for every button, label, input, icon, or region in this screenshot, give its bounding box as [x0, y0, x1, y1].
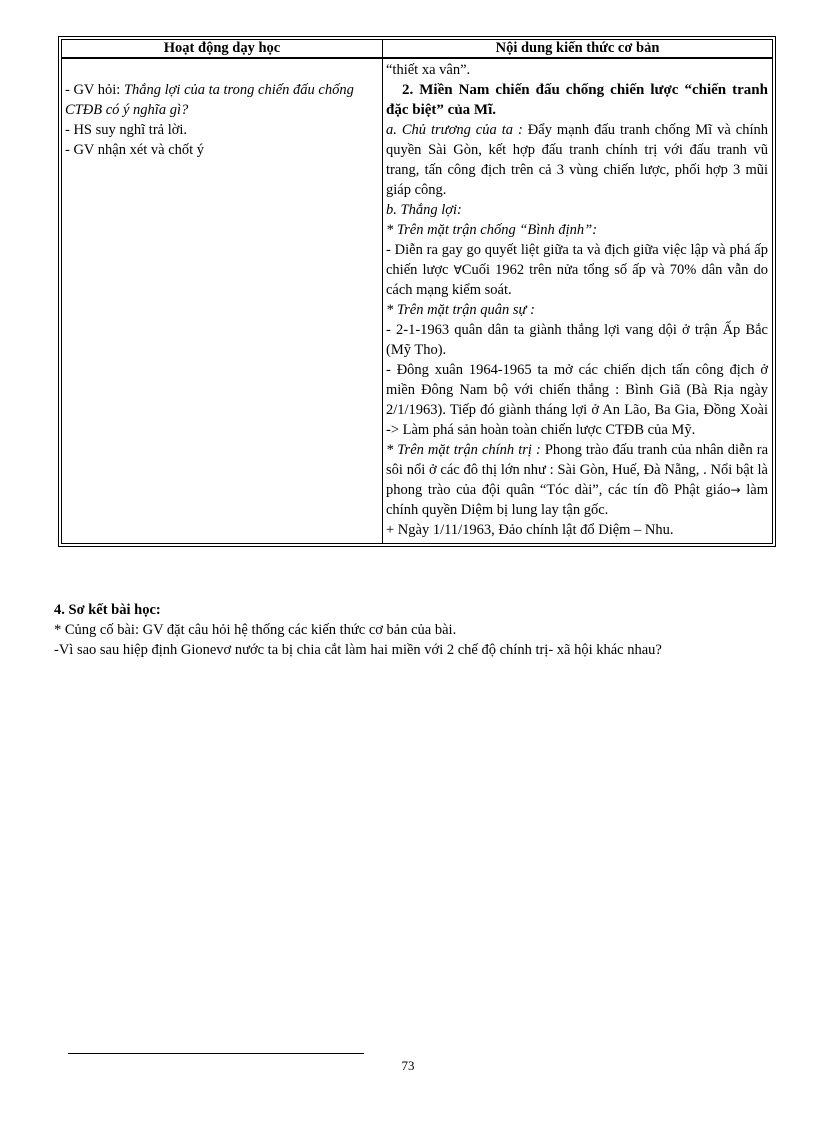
gv-question-text: Thắng lợi của ta trong chiến đấu chống CTĐB có ý nghĩa gì? — [65, 82, 354, 118]
knowledge-cell — [383, 59, 772, 543]
header-teaching-activities: Hoạt động dạy học — [62, 40, 383, 59]
pacification-text-part2: Cuối 1962 trên nửa tổng số ấp và 70% dân vẫn do cách mạng kiểm soát. — [386, 262, 768, 298]
table-row — [62, 59, 772, 543]
summary-line-2: -Vì sao sau hiệp định Gionevơ nước ta bị chia cắt làm hai miền với 2 chế độ chính trị- xã hội khác nhau? — [54, 642, 662, 658]
table-header-row — [62, 40, 772, 59]
lesson-summary — [54, 600, 786, 660]
summary-line-1: * Củng cố bài: GV đặt câu hỏi hệ thống các kiến thức cơ bản của bài. — [54, 622, 457, 638]
military-item-2: - Đông xuân 1964-1965 ta mở các chiến dịch tấn công địch ở miền Đông Nam bộ với chiến thắng : Bình Giã (Bà Rịa ngày 2/1/1963). Tiếp đó giành tháng lợi ở An Lão, Ba Gia, Đồng Xoài -> Làm phá sản hoàn toàn chiến lược CTĐB của Mỹ. — [386, 362, 768, 438]
military-label: * Trên mặt trận quân sự : — [386, 302, 535, 318]
lesson-table — [61, 39, 773, 544]
military-item-1: - 2-1-1963 quân dân ta giành thắng lợi vang dội ở trận Ấp Bắc (Mỹ Tho). — [386, 322, 768, 358]
forall-symbol-icon: ∀ — [453, 263, 462, 277]
right-arrow-icon: → — [730, 483, 741, 497]
policy-text: Đẩy mạnh đấu tranh chống Mĩ và chính quyền Sài Gòn, kết hợp đấu tranh chính trị với đấu tranh vũ trang, tấn công địch trên cả 3 vùng chiến lược, phối hợp 3 mũi giáp công. — [386, 122, 768, 198]
gv-question-prefix: - GV hỏi: — [65, 82, 124, 98]
victory-label: b. Thắng lợi: — [386, 202, 462, 218]
gv-question — [65, 80, 378, 120]
political-text-part1: Phong trào đấu tranh của nhân diễn ra sôi nổi ở các đô thị lớn như : Sài Gòn, Huế, Đà Nẵng, . Nổi bật là phong trào của đội quân “Tóc dài”, các tín đồ Phật giáo — [386, 442, 769, 498]
lesson-table-frame — [58, 36, 776, 547]
summary-title: 4. Sơ kết bài học: — [54, 602, 161, 618]
pacification-label: * Trên mặt trận chống “Bình định”: — [386, 222, 598, 238]
policy-label: a. Chủ trương của ta : — [386, 122, 523, 138]
gv-conclude: - GV nhận xét và chốt ý — [65, 142, 205, 158]
pacification-text — [386, 240, 768, 300]
footnote-separator — [68, 1053, 364, 1054]
continued-line: “thiết xa vân”. — [386, 62, 471, 78]
policy-paragraph — [386, 120, 768, 200]
political-text-part2: làm chính quyền Diệm bị lung lay tận gốc. — [386, 482, 768, 518]
hs-answer: - HS suy nghĩ trả lời. — [65, 122, 188, 138]
pacification-text-part1: - Diễn ra gay go quyết liệt giữa ta và địch giữa việc lập và phá ấp chiến lược — [386, 242, 768, 278]
activities-cell — [62, 59, 383, 543]
coup-line: + Ngày 1/11/1963, Đảo chính lật đổ Diệm – Nhu. — [386, 522, 674, 538]
political-label: * Trên mặt trận chính trị : — [386, 442, 541, 458]
section-heading: 2. Miền Nam chiến đấu chống chiến lược “chiến tranh đặc biệt” của Mĩ. — [386, 82, 768, 118]
header-basic-knowledge: Nội dung kiến thức cơ bản — [383, 40, 772, 59]
spacer-line — [65, 60, 378, 80]
page-number: 73 — [401, 1058, 415, 1073]
political-paragraph — [386, 440, 768, 520]
